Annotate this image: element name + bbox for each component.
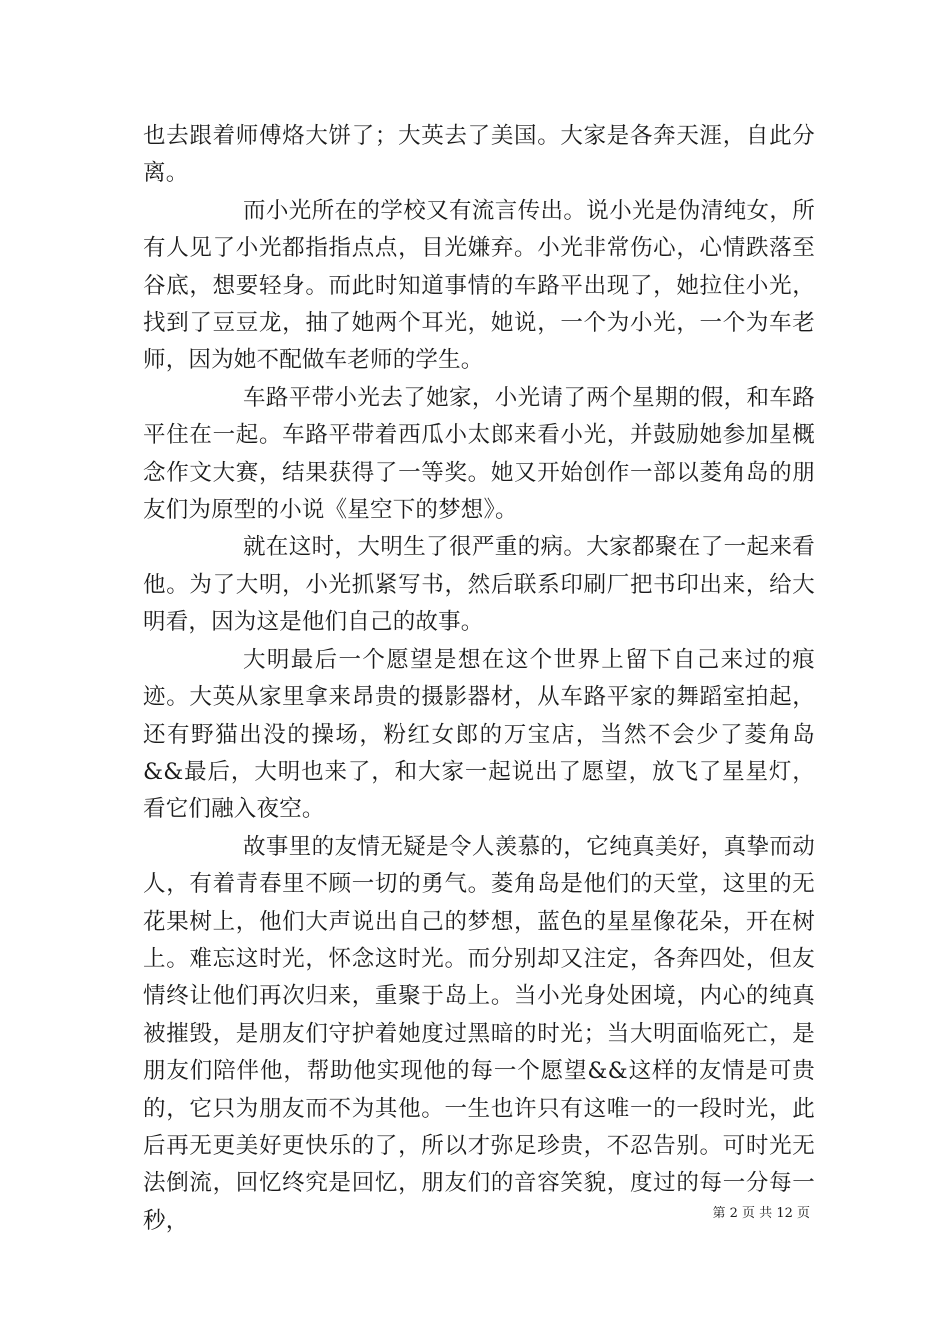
paragraph-2: 而小光所在的学校又有流言传出。说小光是伪清纯女，所有人见了小光都指指点点，目光嫌弃。小光非常伤心，心情跌落至谷底，想要轻身。而此时知道事情的车路平出现了，她拉住小光，找到了豆豆龙，抽了她两个耳光，她说，一个为小光，一个为车老师，因为她不配做车老师的学生。 bbox=[143, 197, 815, 374]
paragraph-1: 也去跟着师傅烙大饼了；大英去了美国。大家是各奔天涯，自此分离。 bbox=[143, 123, 815, 187]
paragraph-6: 故事里的友情无疑是令人羡慕的，它纯真美好，真挚而动人，有着青春里不顾一切的勇气。菱角岛是他们的天堂，这里的无花果树上，他们大声说出自己的梦想，蓝色的星星像花朵，开在树上。难忘这时光，怀念这时光。而分别却又注定，各奔四处，但友情终让他们再次归来，重聚于岛上。当小光身处困境，内心的纯真被摧毁，是朋友们守护着她度过黑暗的时光；当大明面临死亡，是朋友们陪伴他，帮助他实现他的每一个愿望&&这样的友情是可贵的，它只为朋友而不为其他。一生也许只有这唯一的一段时光，此后再无更美好更快乐的了，所以才弥足珍贵，不忍告别。可时光无法倒流，回忆终究是回忆，朋友们的音容笑貌，度过的每一分每一秒， bbox=[143, 833, 815, 1234]
paragraph-5: 大明最后一个愿望是想在这个世界上留下自己来过的痕迹。大英从家里拿来昂贵的摄影器材，从车路平家的舞蹈室拍起，还有野猫出没的操场，粉红女郎的万宝店，当然不会少了菱角岛&&最后，大明也来了，和大家一起说出了愿望，放飞了星星灯，看它们融入夜空。 bbox=[143, 646, 815, 823]
body-text bbox=[143, 118, 815, 1240]
paragraph-3: 车路平带小光去了她家，小光请了两个星期的假，和车路平住在一起。车路平带着西瓜小太郎来看小光，并鼓励她参加星概念作文大赛，结果获得了一等奖。她又开始创作一部以菱角岛的朋友们为原型的小说《星空下的梦想》。 bbox=[143, 384, 815, 524]
page-number-footer: 第 2 页 共 12 页 bbox=[712, 1206, 810, 1221]
paragraph-4: 就在这时，大明生了很严重的病。大家都聚在了一起来看他。为了大明，小光抓紧写书，然后联系印刷厂把书印出来，给大明看，因为这是他们自己的故事。 bbox=[143, 534, 815, 636]
